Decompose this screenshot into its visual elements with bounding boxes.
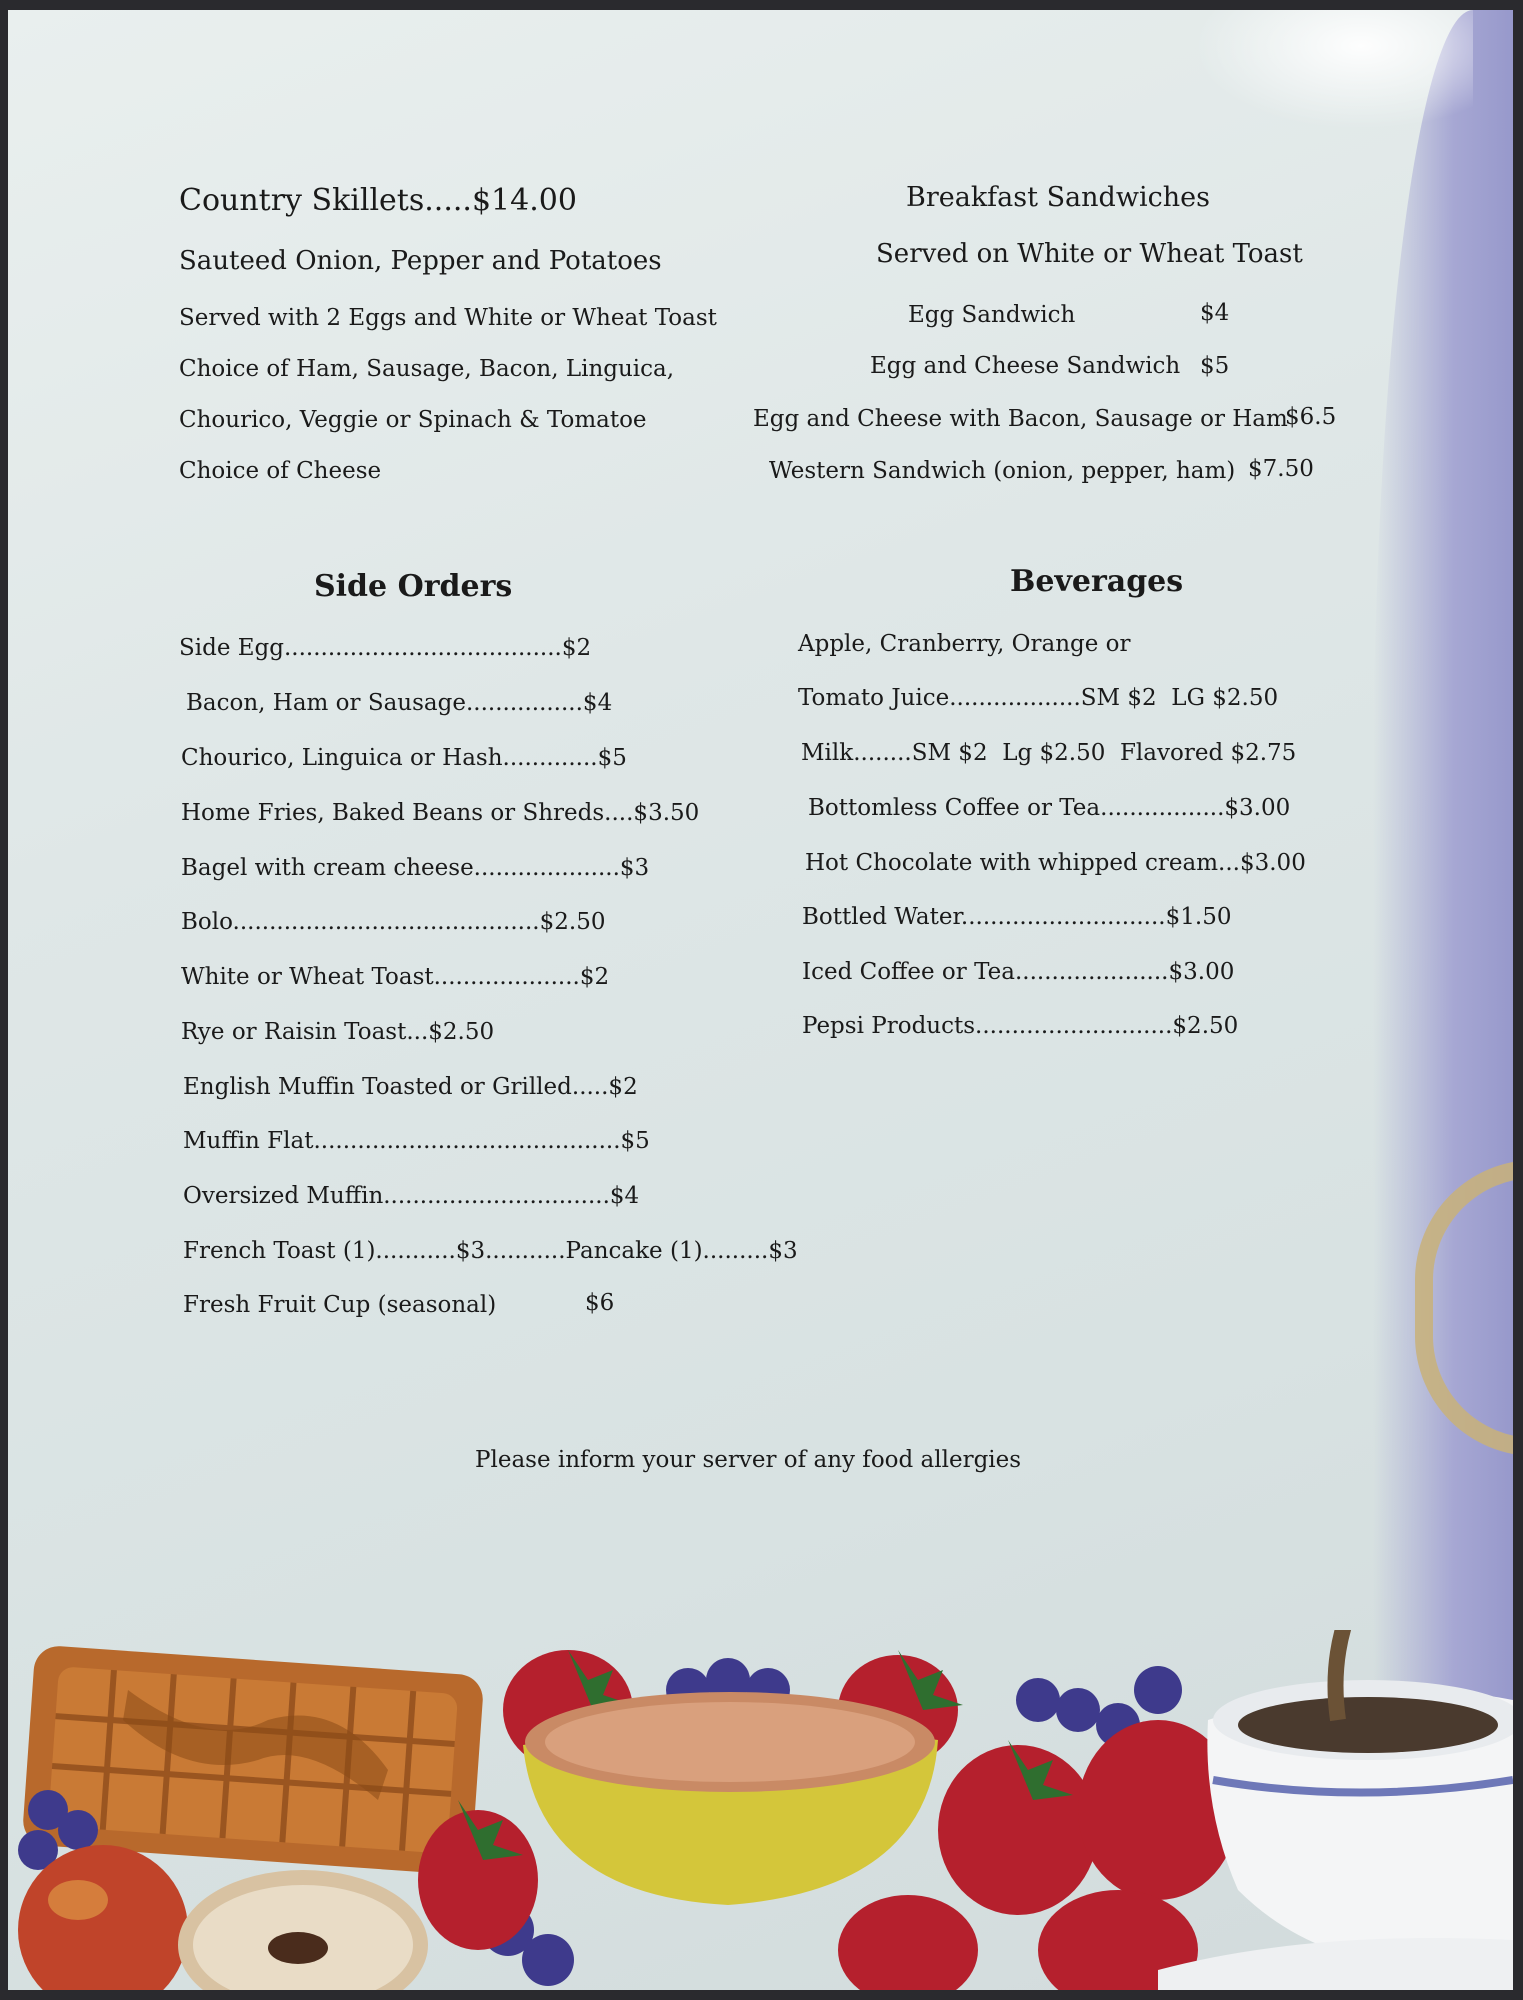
side-item: Rye or Raisin Toast...$2.50 bbox=[181, 1019, 495, 1045]
side-item: Chourico, Linguica or Hash.............$5 bbox=[181, 745, 627, 771]
skillets-line: Chourico, Veggie or Spinach & Tomatoe bbox=[179, 407, 647, 433]
beverage-item: Milk........SM $2 Lg $2.50 Flavored $2.75 bbox=[801, 740, 1297, 766]
side-item: Bagel with cream cheese....................$3 bbox=[181, 855, 650, 881]
sandwich-price: $7.50 bbox=[1248, 456, 1314, 482]
side-item: French Toast (1)...........$3...........Pancake (1).........$3 bbox=[183, 1238, 798, 1264]
side-orders-title: Side Orders bbox=[314, 569, 513, 604]
sandwich-price: $4 bbox=[1200, 300, 1230, 326]
skillets-subtitle: Sauteed Onion, Pepper and Potatoes bbox=[179, 246, 662, 276]
grapefruit-graphic bbox=[523, 1692, 938, 1905]
sandwich-name: Egg and Cheese Sandwich bbox=[870, 353, 1181, 379]
bagel-graphic bbox=[178, 1870, 428, 1990]
breakfast-food-illustration bbox=[8, 1630, 1513, 1990]
sandwich-name: Egg Sandwich bbox=[908, 302, 1076, 328]
menu-page bbox=[8, 10, 1513, 1990]
beverage-item: Iced Coffee or Tea.....................$3.00 bbox=[802, 959, 1235, 985]
sandwich-price: $5 bbox=[1200, 353, 1230, 379]
light-glare bbox=[1193, 10, 1473, 130]
side-item: Bacon, Ham or Sausage................$4 bbox=[186, 690, 613, 716]
side-item: Oversized Muffin...............................$4 bbox=[183, 1183, 640, 1209]
skillets-line: Choice of Ham, Sausage, Bacon, Linguica, bbox=[179, 356, 675, 382]
skillets-line: Served with 2 Eggs and White or Wheat Toast bbox=[179, 305, 717, 331]
coffee-cup-graphic bbox=[1207, 1630, 1513, 1967]
side-item: White or Wheat Toast....................$2 bbox=[181, 964, 610, 990]
sandwich-price: $6.5 bbox=[1285, 404, 1337, 430]
skillets-title: Country Skillets.....$14.00 bbox=[179, 183, 577, 218]
beverage-item: Pepsi Products...........................$2.50 bbox=[802, 1013, 1239, 1039]
plate-graphic bbox=[1158, 1938, 1513, 1990]
beverage-item: Bottomless Coffee or Tea.................$3.00 bbox=[808, 795, 1291, 821]
side-item-price: $6 bbox=[585, 1290, 615, 1316]
sandwich-name: Western Sandwich (onion, pepper, ham) bbox=[769, 458, 1236, 484]
sandwiches-title: Breakfast Sandwiches bbox=[906, 182, 1210, 213]
side-item: English Muffin Toasted or Grilled.....$2 bbox=[183, 1074, 638, 1100]
side-item: Muffin Flat..........................................$5 bbox=[183, 1128, 650, 1154]
side-item: Bolo..........................................$2.50 bbox=[181, 909, 606, 935]
side-item: Home Fries, Baked Beans or Shreds....$3.50 bbox=[181, 800, 700, 826]
beverage-item: Hot Chocolate with whipped cream...$3.00 bbox=[805, 850, 1306, 876]
side-item: Fresh Fruit Cup (seasonal) bbox=[183, 1292, 497, 1318]
beverage-item: Tomato Juice..................SM $2 LG $2.50 bbox=[798, 685, 1279, 711]
allergy-note: Please inform your server of any food allergies bbox=[475, 1447, 1022, 1473]
side-item: Side Egg......................................$2 bbox=[179, 635, 592, 661]
beverage-item: Bottled Water............................$1.50 bbox=[802, 904, 1232, 930]
sandwich-name: Egg and Cheese with Bacon, Sausage or Ham bbox=[753, 406, 1288, 432]
skillets-line: Choice of Cheese bbox=[179, 458, 382, 484]
beverages-title: Beverages bbox=[1010, 564, 1184, 599]
sandwiches-subtitle: Served on White or Wheat Toast bbox=[876, 239, 1303, 269]
beverage-item: Apple, Cranberry, Orange or bbox=[798, 631, 1131, 657]
